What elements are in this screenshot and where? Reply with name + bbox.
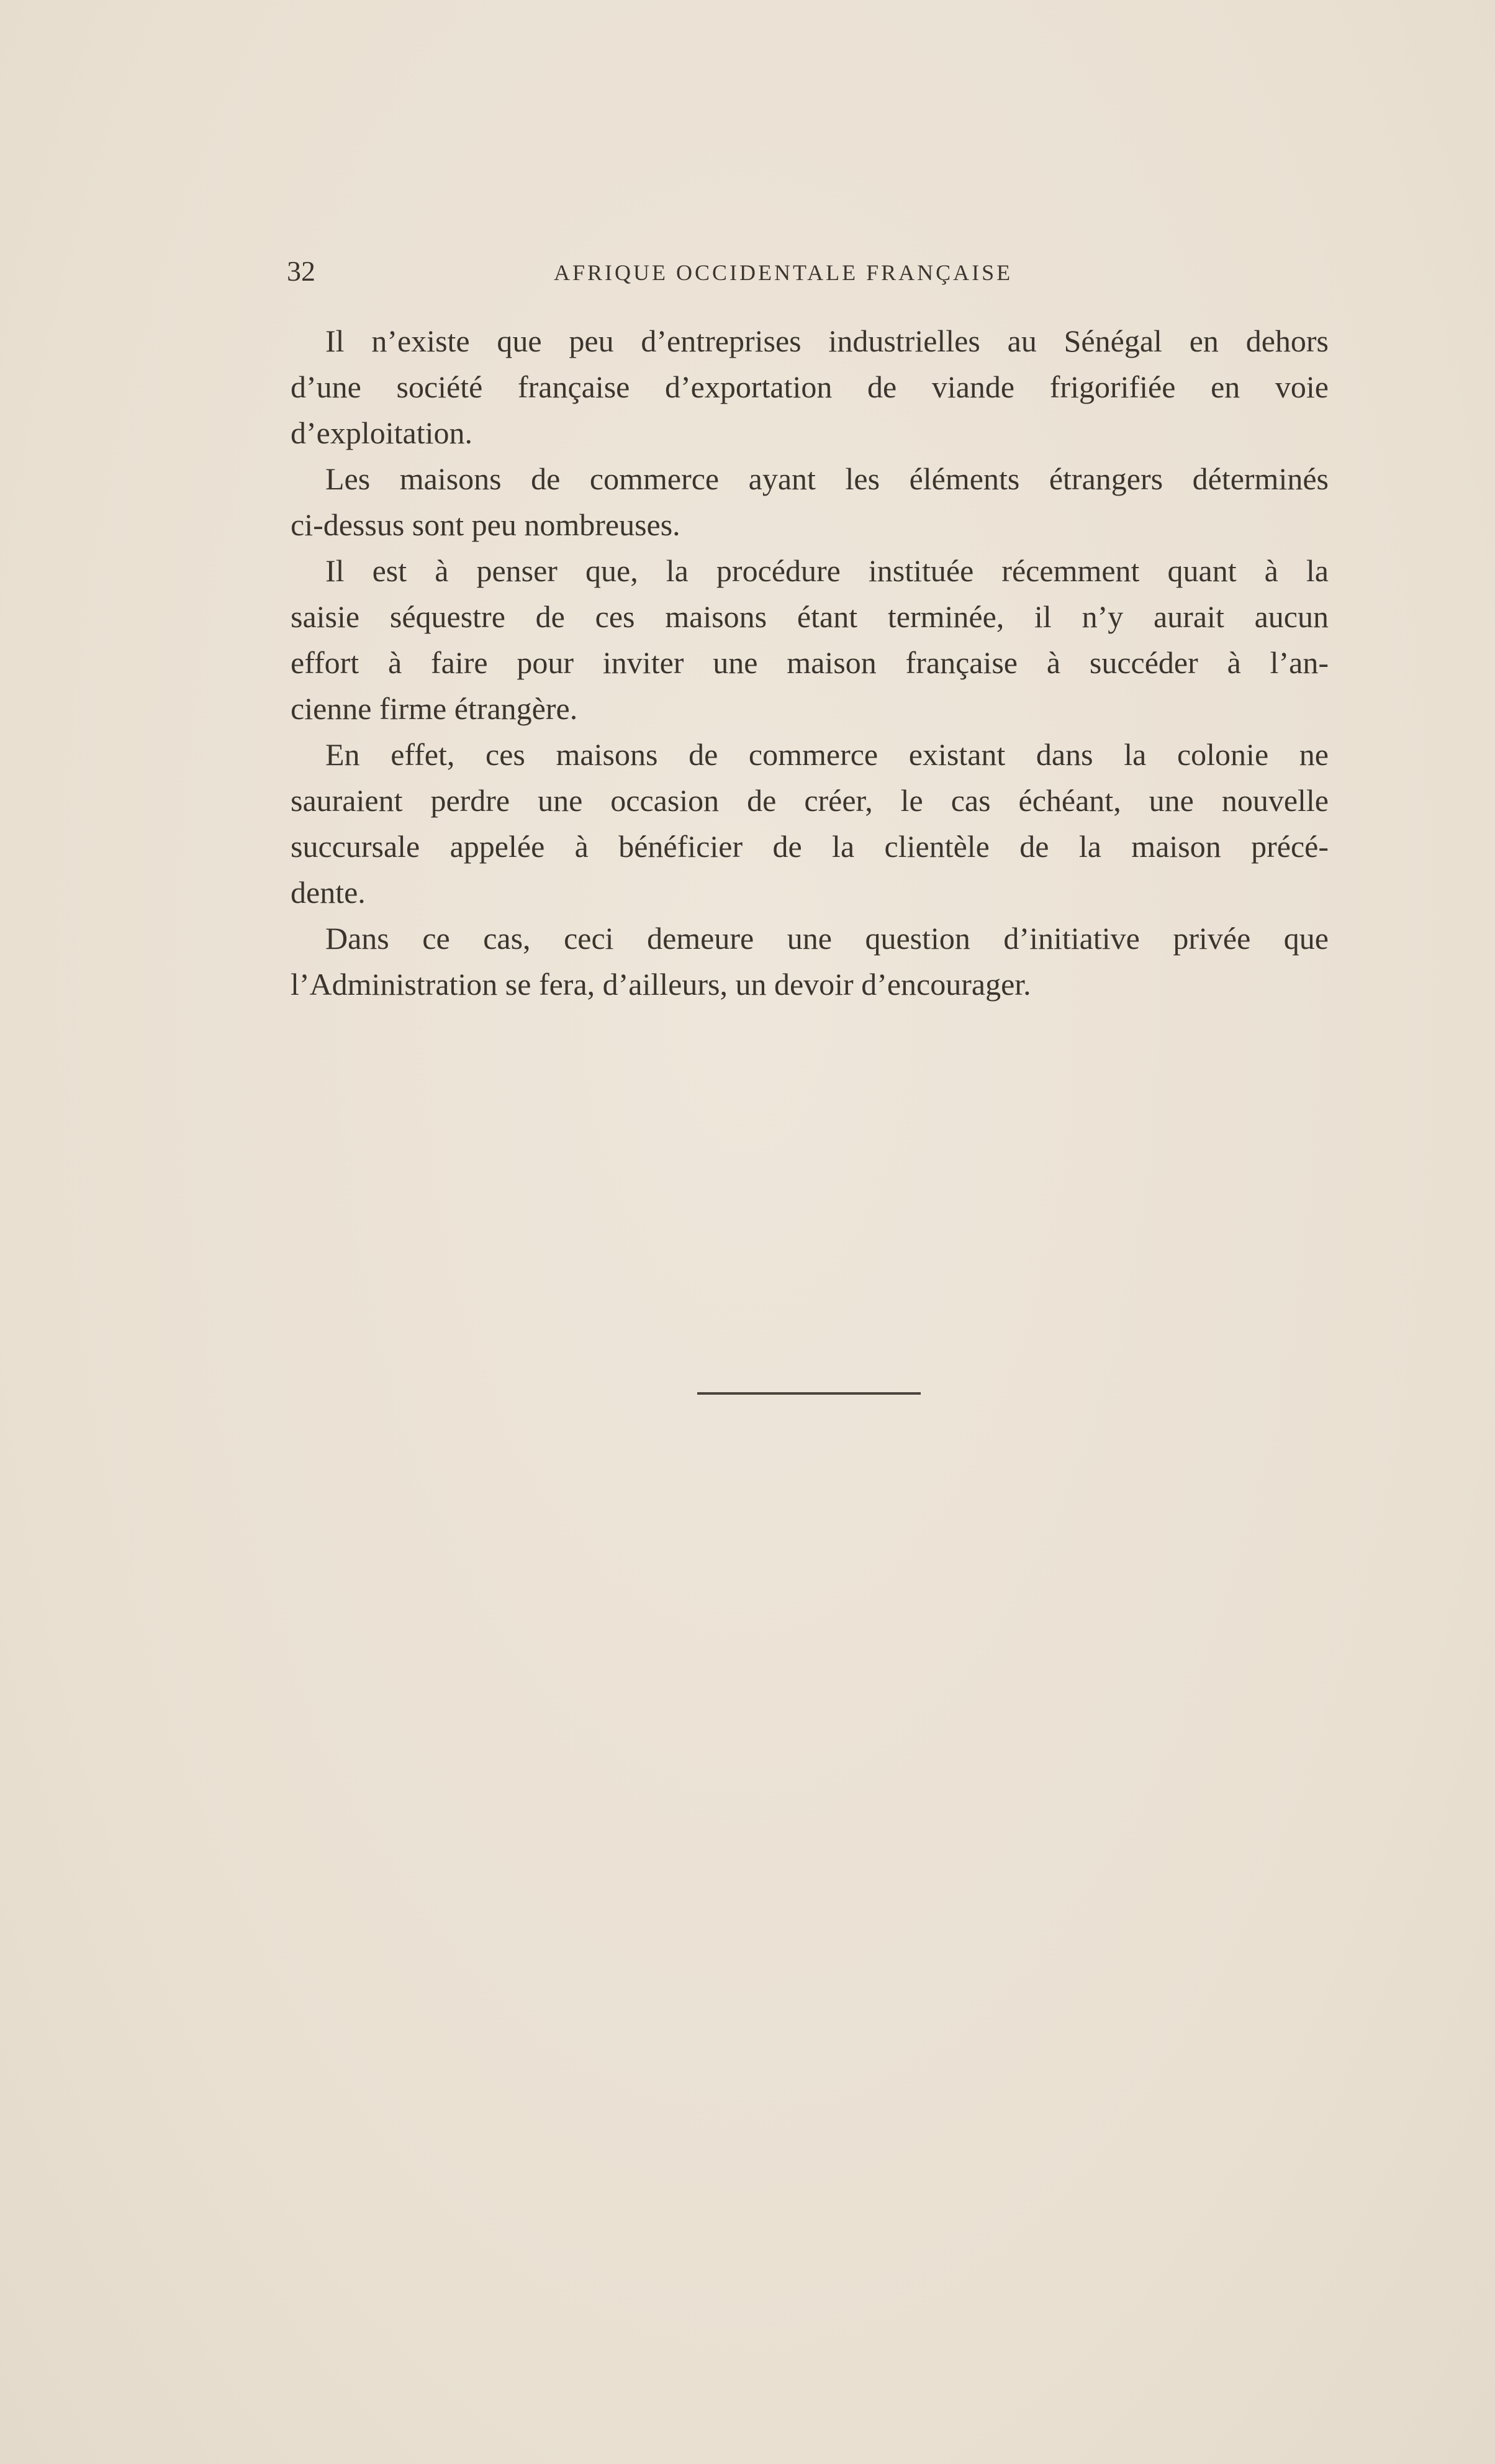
text-line: saisie séquestre de ces maisons étant terminée, il n’y aurait aucun (291, 599, 1329, 634)
text-line: d’exploitation. (291, 415, 472, 450)
text-line: Il est à penser que, la procédure instituée récemment quant à la (325, 553, 1329, 588)
text-line: ci-dessus sont peu nombreuses. (291, 507, 680, 542)
text-line: Dans ce cas, ceci demeure une question d’initiative privée que (325, 921, 1329, 956)
text-line: d’une société française d’exportation de viande frigorifiée en voie (291, 369, 1329, 404)
text-line: dente. (291, 875, 366, 910)
paragraph (291, 318, 1329, 456)
text-line: sauraient perdre une occasion de créer, le cas échéant, une nouvelle (291, 783, 1329, 818)
text-line: succursale appelée à bénéficier de la clientèle de la maison précé- (291, 829, 1329, 864)
paragraph (291, 548, 1329, 732)
section-end-rule (697, 1392, 921, 1395)
text-line: l’Administration se fera, d’ailleurs, un devoir d’encourager. (291, 967, 1031, 1002)
text-line: effort à faire pour inviter une maison française à succéder à l’an- (291, 645, 1329, 680)
text-line: En effet, ces maisons de commerce existant dans la colonie ne (325, 737, 1329, 772)
paragraph (291, 732, 1329, 915)
paragraph (291, 456, 1329, 548)
text-line: Les maisons de commerce ayant les éléments étrangers déterminés (325, 461, 1329, 496)
text-line: cienne firme étrangère. (291, 691, 578, 726)
body-text (291, 318, 1329, 1007)
text-line: Il n’existe que peu d’entreprises industrielles au Sénégal en dehors (325, 324, 1329, 358)
paragraph (291, 915, 1329, 1007)
running-title: AFRIQUE OCCIDENTALE FRANÇAISE (554, 260, 1013, 285)
page-number: 32 (287, 255, 315, 287)
